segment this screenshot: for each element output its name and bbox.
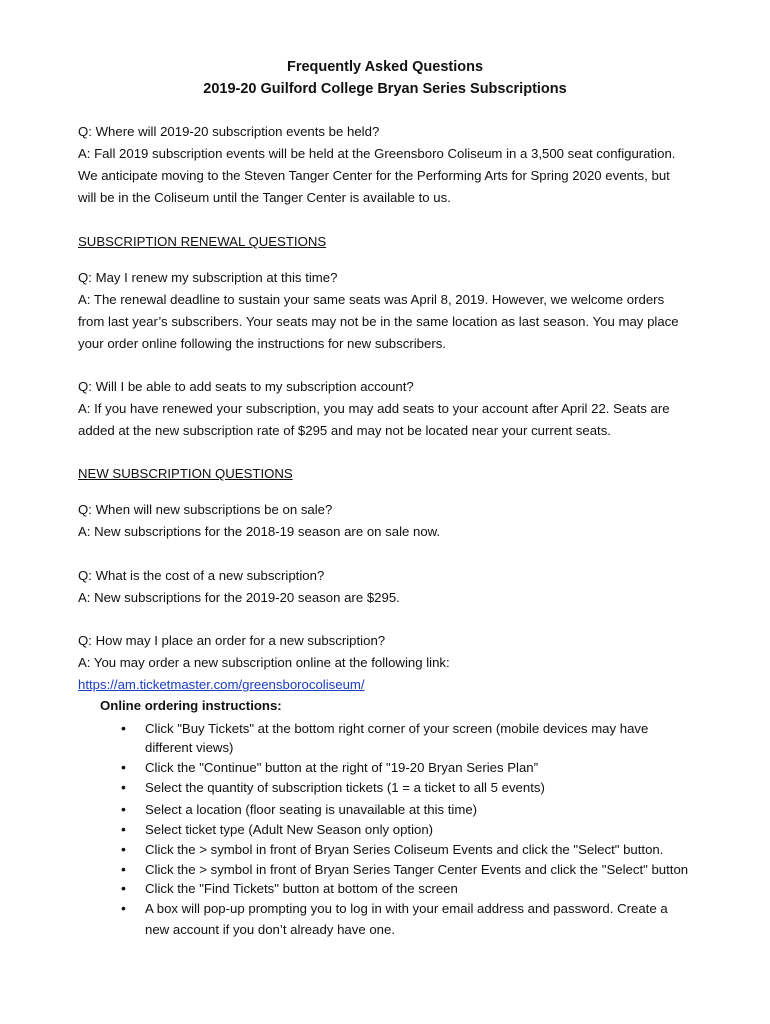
bullet-icon: • — [121, 801, 126, 817]
document-subtitle: 2019-20 Guilford College Bryan Series Subscriptions — [203, 81, 567, 97]
venue-answer-line: We anticipate moving to the Steven Tanger Center for the Performing Arts for Spring 2020 events, but — [78, 168, 670, 183]
order-question: Q: How may I place an order for a new subscription? — [78, 633, 386, 648]
on-sale-answer: A: New subscriptions for the 2018-19 season are on sale now. — [78, 524, 441, 539]
renew-question: Q: May I renew my subscription at this time? — [78, 270, 338, 285]
instruction-step: Click the > symbol in front of Bryan Series Tanger Center Events and click the "Select" button — [145, 862, 689, 877]
venue-answer-line: A: Fall 2019 subscription events will be held at the Greensboro Coliseum in a 3,500 seat configuration. — [78, 146, 676, 161]
renewal-section-heading: SUBSCRIPTION RENEWAL QUESTIONS — [78, 234, 327, 249]
instruction-step: Click the "Find Tickets" button at bottom of the screen — [145, 881, 458, 896]
instruction-step: Select a location (floor seating is unavailable at this time) — [145, 802, 478, 817]
new-section-heading: NEW SUBSCRIPTION QUESTIONS — [78, 466, 293, 481]
add-seats-answer-line: added at the new subscription rate of $295 and may not be located near your current seats. — [78, 423, 611, 438]
venue-question: Q: Where will 2019-20 subscription events be held? — [78, 124, 380, 139]
on-sale-question: Q: When will new subscriptions be on sale? — [78, 502, 333, 517]
bullet-icon: • — [121, 841, 126, 857]
bullet-icon: • — [121, 900, 126, 916]
venue-answer-line: will be in the Coliseum until the Tanger Center is available to us. — [78, 190, 451, 205]
bullet-icon: • — [121, 779, 126, 795]
instruction-step: Click the > symbol in front of Bryan Series Coliseum Events and click the "Select" button. — [145, 842, 664, 857]
instruction-step: Select the quantity of subscription tickets (1 = a ticket to all 5 events) — [145, 780, 545, 795]
order-answer: A: You may order a new subscription online at the following link: — [78, 655, 450, 670]
cost-question: Q: What is the cost of a new subscription? — [78, 568, 325, 583]
renew-answer-line: A: The renewal deadline to sustain your same seats was April 8, 2019. However, we welcome orders — [78, 292, 665, 307]
bullet-icon: • — [121, 759, 126, 775]
renew-answer-line: from last year’s subscribers. Your seats may not be in the same location as last season. You may place — [78, 314, 679, 329]
instructions-heading: Online ordering instructions: — [100, 698, 282, 713]
bullet-icon: • — [121, 720, 126, 736]
instruction-step: Select ticket type (Adult New Season only option) — [145, 822, 434, 837]
instruction-step: Click the "Continue" button at the right of "19-20 Bryan Series Plan” — [145, 760, 539, 775]
ticketmaster-link[interactable]: https://am.ticketmaster.com/greensborocoliseum/ — [78, 677, 365, 692]
cost-answer: A: New subscriptions for the 2019-20 season are $295. — [78, 590, 400, 605]
add-seats-question: Q: Will I be able to add seats to my subscription account? — [78, 379, 414, 394]
bullet-icon: • — [121, 821, 126, 837]
bullet-icon: • — [121, 861, 126, 877]
instruction-step: Click "Buy Tickets" at the bottom right corner of your screen (mobile devices may have — [145, 721, 649, 736]
instruction-step-continued: different views) — [145, 740, 234, 755]
bullet-icon: • — [121, 880, 126, 896]
instruction-step-continued: new account if you don’t already have one. — [145, 922, 395, 937]
document-title: Frequently Asked Questions — [286, 59, 484, 75]
instruction-step: A box will pop-up prompting you to log in with your email address and password. Create a — [145, 901, 668, 916]
renew-answer-line: your order online following the instructions for new subscribers. — [78, 336, 446, 351]
add-seats-answer-line: A: If you have renewed your subscription, you may add seats to your account after April 22. Seats are — [78, 401, 670, 416]
